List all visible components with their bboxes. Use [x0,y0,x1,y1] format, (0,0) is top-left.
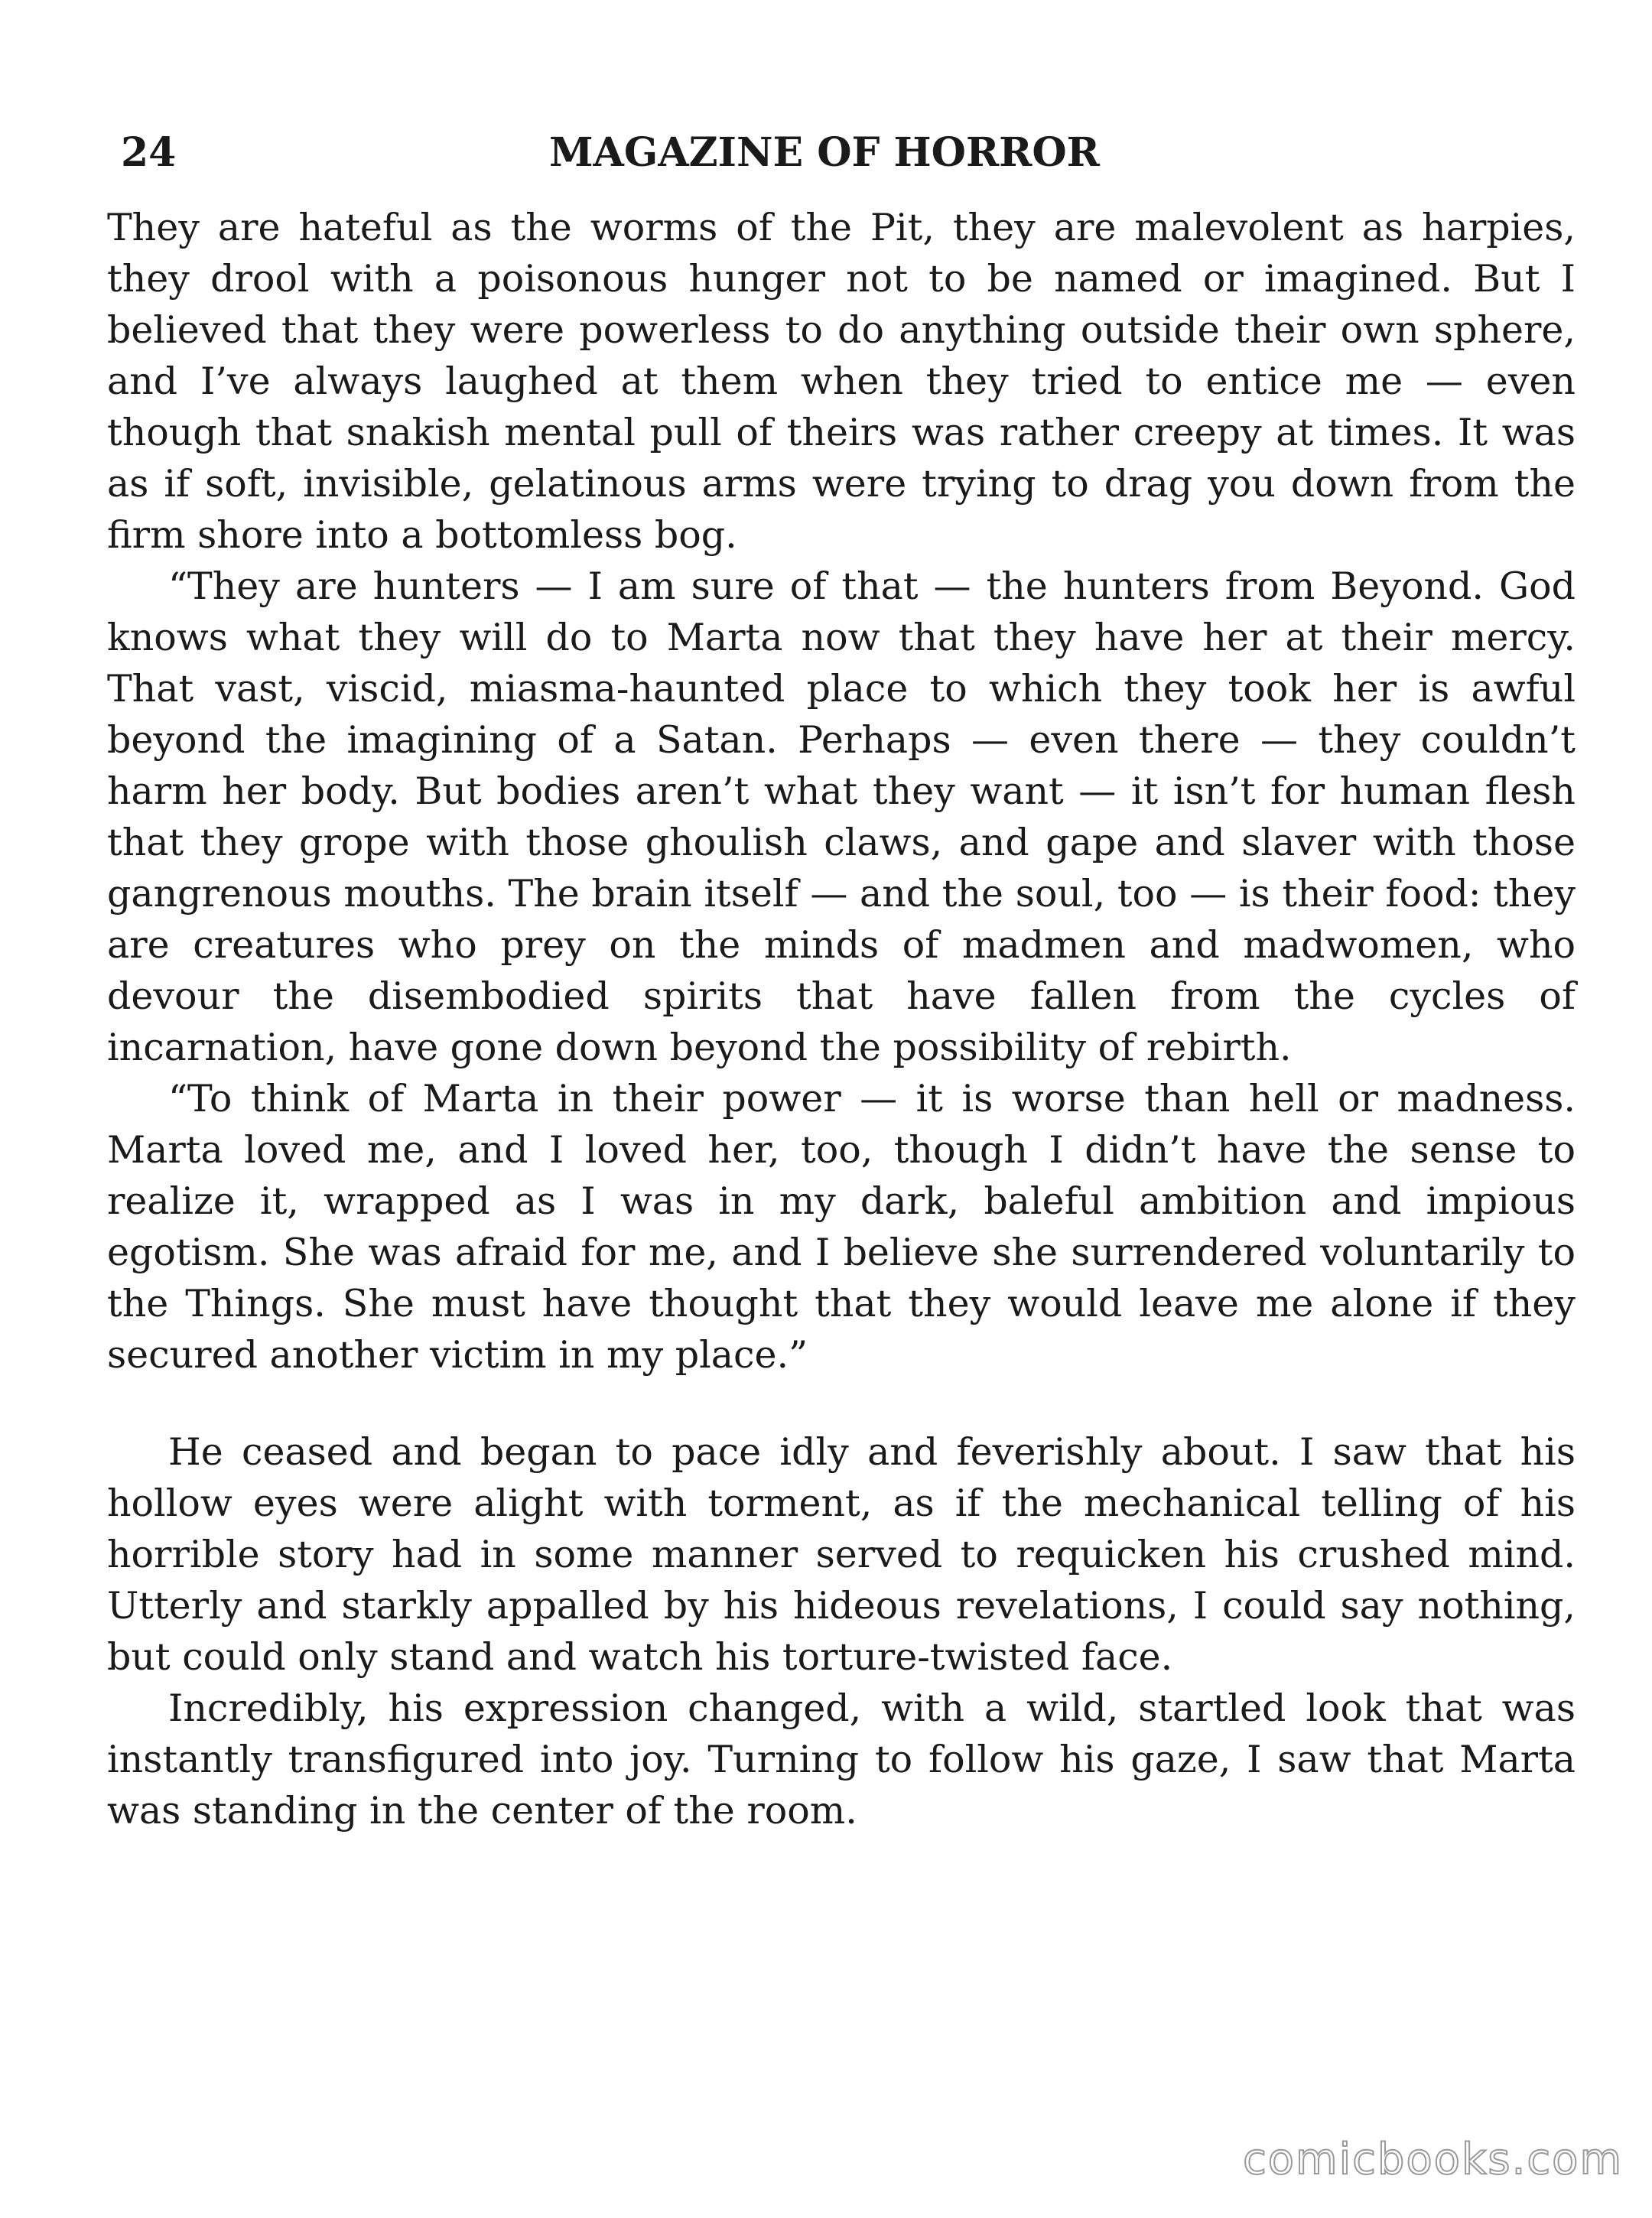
page-number: 24 [121,129,177,176]
story-text [107,202,1576,1836]
running-title: MAGAZINE OF HORROR [549,129,1100,176]
section-break [107,1381,1576,1426]
paragraph: “To think of Marta in their power — it is worse than hell or madness. Marta loved me, and I loved her, too, though I didn’t have the sense to realize it, wrapped as I was in my dark, baleful ambition and impious egotism. She was afraid for me, and I believe she surrendered voluntarily to the Things. She must have thought that they would leave me alone if they secured another victim in my place.” [107,1077,1576,1377]
watermark: comicbooks.com [1242,2135,1623,2184]
page-header [121,122,1574,184]
paragraph: He ceased and began to pace idly and feverishly about. I saw that his hollow eyes were alight with torment, as if the mechanical telling of his horrible story had in some manner served to requicken his crushed mind. Utterly and starkly appalled by his hideous revelations, I could say nothing, but could only stand and watch his torture-twisted face. [107,1430,1576,1679]
paragraph: They are hateful as the worms of the Pit, they are malevolent as harpies, they drool with a poisonous hunger not to be named or imagined. But I believed that they were powerless to do anything outside their own sphere, and I’ve always laughed at them when they tried to entice me — even though that snakish mental pull of theirs was rather creepy at times. It was as if soft, invisible, gelatinous arms were trying to drag you down from the firm shore into a bottomless bog. [107,206,1576,557]
paragraph: “They are hunters — I am sure of that — the hunters from Beyond. God knows what they will do to Marta now that they have her at their mercy. That vast, viscid, miasma-haunted place to which they took her is awful beyond the imagining of a Satan. Perhaps — even there — they couldn’t harm her body. But bodies aren’t what they want — it isn’t for human flesh that they grope with those ghoulish claws, and gape and slaver with those gangrenous mouths. The brain itself — and the soul, too — is their food: they are creatures who prey on the minds of madmen and madwomen, who devour the disembodied spirits that have fallen from the cycles of incarnation, have gone down beyond the possibility of rebirth. [107,564,1576,1069]
paragraph: Incredibly, his expression changed, with a wild, startled look that was instantly transfigured into joy. Turning to follow his gaze, I saw that Marta was standing in the center of the room. [107,1686,1576,1833]
